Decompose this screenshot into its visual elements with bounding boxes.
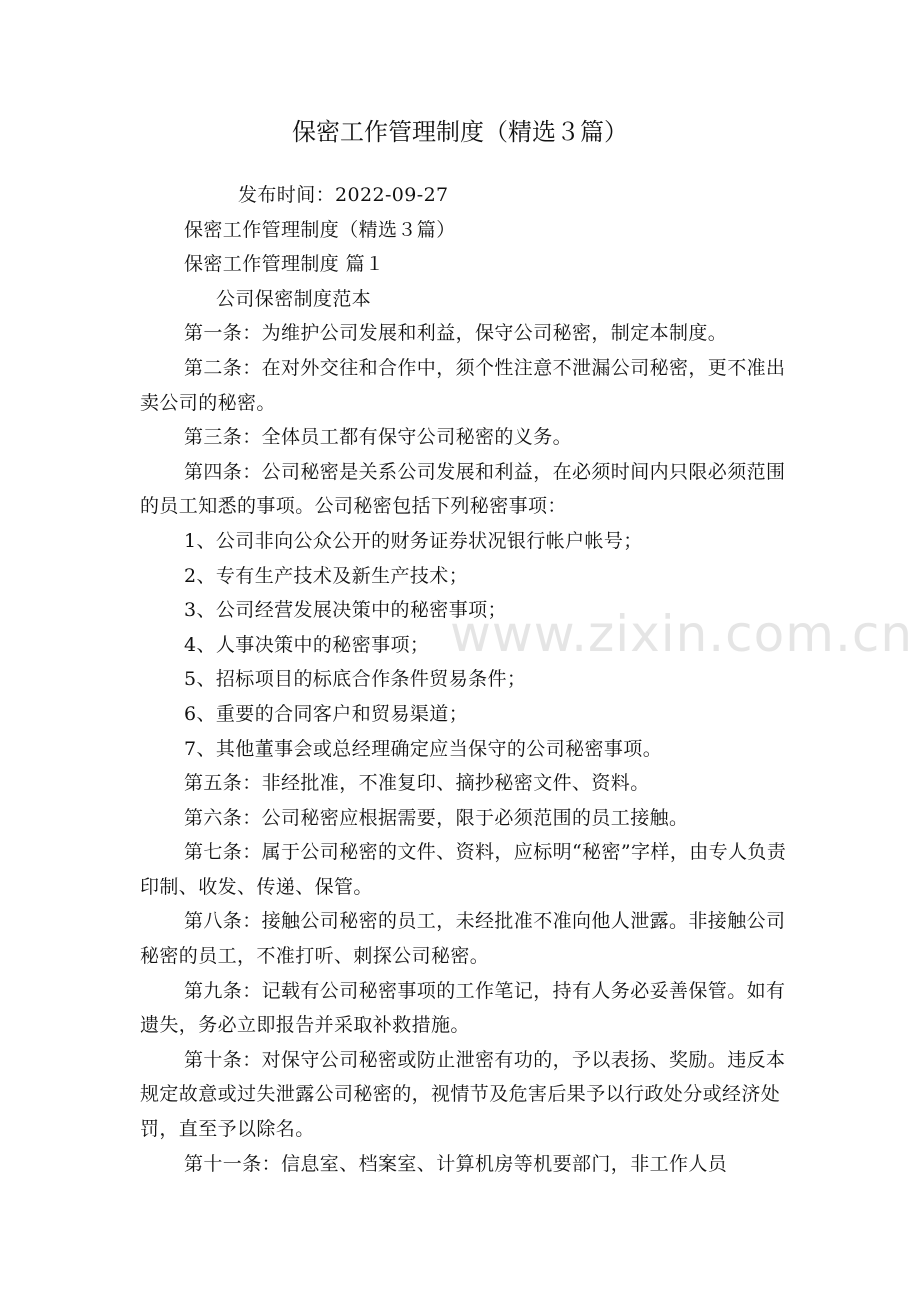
article-paragraph: 第五条：非经批准，不准复印、摘抄秘密文件、资料。 (184, 772, 650, 795)
article-paragraph: 第七条：属于公司秘密的文件、资料，应标明“秘密”字样，由专人负责印制、收发、传递、保管。 (140, 841, 787, 898)
watermark-text: www.zixin.com.cn (450, 605, 914, 663)
list-item: 3、公司经营发展决策中的秘密事项； (184, 599, 507, 622)
publish-date: 发布时间：2022-09-27 (238, 184, 449, 206)
list-item: 1、公司非向公众公开的财务证券状况银行帐户帐号； (184, 529, 643, 552)
list-item: 4、人事决策中的秘密事项； (184, 633, 430, 656)
section-subheading: 公司保密制度范本 (216, 287, 372, 310)
article-paragraph: 第四条：公司秘密是关系公司发展和利益，在必须时间内只限必须范围的员工知悉的事项。公司秘密包括下列秘密事项： (140, 460, 786, 518)
body-title: 保密工作管理制度（精选３篇） (184, 218, 456, 241)
article-paragraph: 第十条：对保守公司秘密或防止泄密有功的，予以表扬、奖励。违反本规定故意或过失泄露公司秘密的，视情节及危害后果予以行政处分或经济处罚，直至予以除名。 (140, 1048, 786, 1141)
article-paragraph: 第九条：记载有公司秘密事项的工作笔记，持有人务必妥善保管。如有遗失，务必立即报告并采取补救措施。 (140, 979, 786, 1037)
document-body (140, 178, 800, 1181)
article-paragraph: 第十一条：信息室、档案室、计算机房等机要部门，非工作人员 (184, 1152, 728, 1175)
section-heading: 保密工作管理制度 篇１ (184, 253, 385, 276)
list-item: 7、其他董事会或总经理确定应当保守的公司秘密事项。 (184, 737, 663, 760)
list-item: 6、重要的合同客户和贸易渠道； (184, 702, 469, 725)
list-item: 2、专有生产技术及新生产技术； (184, 564, 469, 587)
article-paragraph: 第六条：公司秘密应根据需要，限于必须范围的员工接触。 (184, 806, 689, 829)
article-paragraph: 第二条：在对外交往和合作中，须个性注意不泄漏公司秘密，更不准出卖公司的秘密。 (140, 356, 786, 414)
article-paragraph: 第八条：接触公司秘密的员工，未经批准不准向他人泄露。非接触公司秘密的员工，不准打听、刺探公司秘密。 (140, 910, 786, 968)
list-item: 5、招标项目的标底合作条件贸易条件； (184, 668, 527, 691)
article-paragraph: 第三条：全体员工都有保守公司秘密的义务。 (184, 426, 573, 449)
article-paragraph: 第一条：为维护公司发展和利益，保守公司秘密，制定本制度。 (184, 322, 728, 345)
document-title: 保密工作管理制度（精选３篇） (292, 118, 628, 146)
